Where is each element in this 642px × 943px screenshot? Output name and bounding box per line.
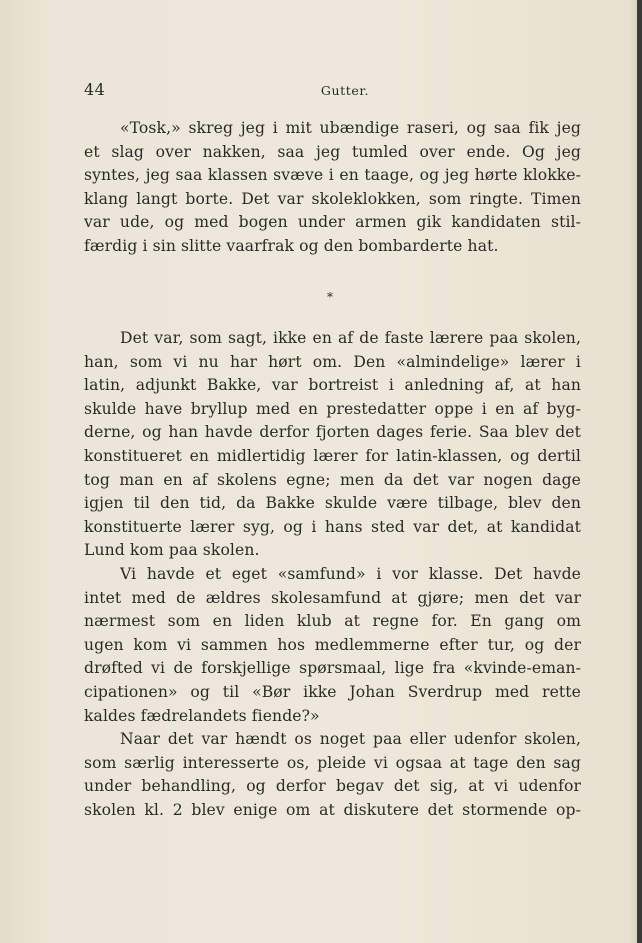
page-number: 44 xyxy=(84,80,106,99)
text-line: kaldes fædrelandets fiende?» xyxy=(84,706,320,725)
page-edge xyxy=(637,0,642,943)
text-line: Lund kom paa skolen. xyxy=(84,541,260,560)
text-line: igjen til den tid, da Bakke skulde være tilbage, blev den xyxy=(84,494,581,513)
paragraph-group xyxy=(84,327,581,822)
text-line: Naar det var hændt os noget paa eller udenfor skolen, xyxy=(120,730,581,749)
section-break: * xyxy=(327,290,333,304)
text-line: skulde have bryllup med en prestedatter oppe i en af byg- xyxy=(84,399,581,418)
text-line: tog man en af skolens egne; men da det var nogen dage xyxy=(84,470,581,489)
paragraph-4 xyxy=(84,728,581,822)
paragraph-1 xyxy=(84,117,581,259)
text-line: derne, og han havde derfor fjorten dages ferie. Saa blev det xyxy=(84,423,581,442)
gutter-shadow xyxy=(629,0,637,943)
text-line: konstituerte lærer syg, og i hans sted var det, at kandidat xyxy=(84,517,581,536)
paragraph-3 xyxy=(84,563,581,728)
text-line: han, som vi nu har hørt om. Den «almindelige» lærer i xyxy=(84,352,581,371)
text-line: Vi havde et eget «samfund» i vor klasse. Det havde xyxy=(120,564,581,583)
text-line: intet med de ældres skolesamfund at gjøre; men det var xyxy=(84,588,581,607)
text-line: drøfted vi de forskjellige spørsmaal, lige fra «kvinde-eman- xyxy=(84,659,581,678)
text-line: nærmest som en liden klub at regne for. En gang om xyxy=(84,612,581,631)
text-line: syntes, jeg saa klassen svæve i en taage, og jeg hørte klokke- xyxy=(84,166,581,185)
text-line: konstitueret en midlertidig lærer for latin-klassen, og dertil xyxy=(84,446,581,465)
text-line: under behandling, og derfor begav det sig, at vi udenfor xyxy=(84,777,581,796)
text-line: cipationen» og til «Bør ikke Johan Sverdrup med rette xyxy=(84,682,581,701)
running-title: Gutter. xyxy=(320,83,370,98)
text-line: klang langt borte. Det var skoleklokken, som ringte. Timen xyxy=(84,189,581,208)
text-line: ugen kom vi sammen hos medlemmerne efter tur, og der xyxy=(84,635,581,654)
text-line: Det var, som sagt, ikke en af de faste lærere paa skolen, xyxy=(120,329,581,347)
paragraph-2 xyxy=(84,327,581,563)
text-line: latin, adjunkt Bakke, var bortreist i anledning af, at han xyxy=(84,376,581,395)
text-line: var ude, og med bogen under armen gik kandidaten stil- xyxy=(84,213,581,232)
text-line: skolen kl. 2 blev enige om at diskutere det stormende op- xyxy=(84,800,581,819)
text-line: færdig i sin slitte vaarfrak og den bombarderte hat. xyxy=(84,236,499,255)
text-line: «Tosk,» skreg jeg i mit ubændige raseri, og saa fik jeg xyxy=(120,119,581,137)
text-line: et slag over nakken, saa jeg tumled over ende. Og jeg xyxy=(84,142,581,161)
text-line: som særlig interesserte os, pleide vi ogsaa at tage den sag xyxy=(84,753,581,772)
